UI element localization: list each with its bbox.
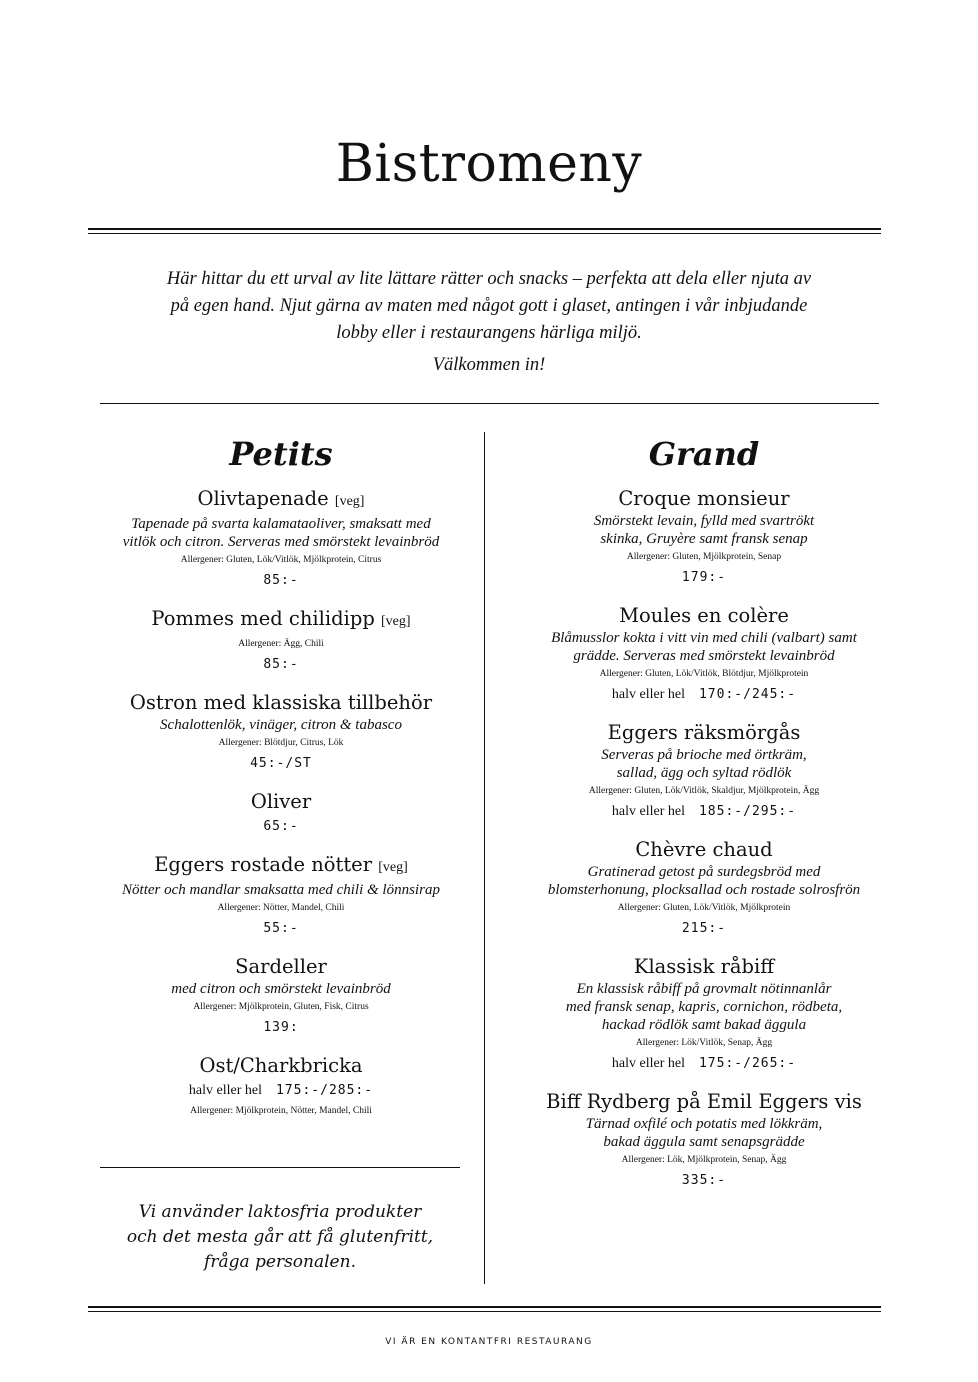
menu-item-price-row bbox=[100, 815, 462, 838]
menu-item-price: 335:- bbox=[681, 1173, 727, 1188]
price-label: halv eller hel bbox=[611, 687, 685, 702]
menu-item-description: med citron och smörstekt levainbröd bbox=[171, 981, 391, 997]
veg-tag: [veg] bbox=[334, 494, 365, 509]
menu-item-price-row bbox=[100, 917, 462, 940]
menu-item-price-row bbox=[100, 569, 462, 592]
menu-item-description: Serveras på brioche med örtkräm, sallad, ägg och syltad rödlök bbox=[601, 747, 807, 781]
footnote-divider bbox=[100, 1167, 460, 1168]
menu-item-allergens: Allergener: Lök, Mjölkprotein, Senap, Ägg bbox=[621, 1155, 787, 1165]
menu-item-name bbox=[100, 606, 462, 635]
menu-item-price: 215:- bbox=[681, 921, 727, 936]
menu-item bbox=[100, 690, 462, 775]
menu-item-price-row bbox=[100, 752, 462, 775]
menu-item-description: Tärnad oxfilé och potatis med lökkräm, bakad äggula samt senapsgrädde bbox=[585, 1116, 823, 1150]
menu-item bbox=[100, 852, 462, 940]
menu-item bbox=[100, 789, 462, 838]
menu-item-price-row bbox=[514, 683, 894, 706]
menu-item-price: 179:- bbox=[681, 570, 727, 585]
menu-item bbox=[514, 837, 894, 940]
menu-item-price-row bbox=[100, 1079, 462, 1102]
menu-item bbox=[514, 1089, 894, 1192]
menu-item-price: 85:- bbox=[263, 573, 299, 588]
menu-item-price-row bbox=[514, 800, 894, 823]
menu-item-title: Klassisk råbiff bbox=[633, 955, 775, 978]
menu-item-title: Biff Rydberg på Emil Eggers vis bbox=[546, 1090, 862, 1113]
menu-item-description: Blåmusslor kokta i vitt vin med chili (valbart) samt grädde. Serveras med smörstekt levainbröd bbox=[551, 630, 857, 664]
menu-item-title: Eggers rostade nötter bbox=[154, 853, 373, 876]
menu-item-title: Eggers räksmörgås bbox=[607, 721, 801, 744]
price-label: halv eller hel bbox=[611, 1056, 685, 1071]
menu-item-name bbox=[514, 720, 894, 746]
menu-item-allergens: Allergener: Gluten, Lök/Vitlök, Blötdjur, Mjölkprotein bbox=[599, 669, 809, 679]
menu-item-title: Sardeller bbox=[235, 955, 327, 978]
menu-item-allergens: Allergener: Nötter, Mandel, Chili bbox=[217, 903, 345, 913]
footnote-text: Vi använder laktosfria produkter och det mesta går att få glutenfritt, fråga personalen. bbox=[126, 1202, 434, 1272]
menu-item-allergens: Allergener: Mjölkprotein, Gluten, Fisk, Citrus bbox=[193, 1002, 369, 1012]
menu-item-description: Smörstekt levain, fylld med svartrökt skinka, Gruyère samt fransk senap bbox=[593, 513, 815, 547]
footer-text: VI ÄR EN KONTANTFRI RESTAURANG bbox=[385, 1337, 593, 1347]
menu-item-allergens: Allergener: Lök/Vitlök, Senap, Ägg bbox=[635, 1038, 773, 1048]
menu-item-price: 185:-/295:- bbox=[698, 804, 797, 819]
menu-item-name bbox=[100, 954, 462, 980]
menu-item bbox=[514, 954, 894, 1075]
menu-item-allergens: Allergener: Gluten, Mjölkprotein, Senap bbox=[626, 552, 782, 562]
menu-item-title: Chèvre chaud bbox=[635, 838, 773, 861]
menu-item-name bbox=[100, 852, 462, 881]
menu-item-price-row bbox=[514, 1052, 894, 1075]
menu-item-price-row bbox=[514, 566, 894, 589]
menu-item-description: Schalottenlök, vinäger, citron & tabasco bbox=[160, 717, 402, 733]
menu-item-price: 85:- bbox=[263, 657, 299, 672]
veg-tag: [veg] bbox=[381, 614, 411, 629]
menu-item-title: Moules en colère bbox=[619, 604, 789, 627]
menu-item-description: En klassisk råbiff på grovmalt nötinnanlår med fransk senap, kapris, cornichon, rödbeta, hackad rödlök samt bakad äggula bbox=[565, 981, 843, 1033]
menu-item-price: 139: bbox=[263, 1020, 299, 1035]
menu-item-title: Croque monsieur bbox=[618, 487, 790, 510]
bottom-divider bbox=[88, 1306, 881, 1312]
menu-item-allergens: Allergener: Ägg, Chili bbox=[238, 639, 324, 649]
menu-item-title: Olivtapenade bbox=[197, 487, 329, 510]
grand-heading: Grand bbox=[648, 435, 760, 473]
menu-item-price: 170:-/245:- bbox=[698, 687, 797, 702]
menu-item-price: 55:- bbox=[263, 921, 299, 936]
page-title: Bistromeny bbox=[335, 134, 643, 194]
menu-item bbox=[514, 486, 894, 589]
section-divider bbox=[100, 403, 879, 404]
menu-item-name bbox=[100, 486, 462, 515]
menu-item-price-row bbox=[514, 1169, 894, 1192]
grand-list bbox=[514, 486, 894, 1192]
petits-list bbox=[100, 486, 462, 1120]
menu-item bbox=[100, 606, 462, 676]
menu-item-price: 175:-/265:- bbox=[698, 1056, 797, 1071]
menu-item-description: Gratinerad getost på surdegsbröd med blomsterhonung, plocksallad och rostade solrosfrön bbox=[547, 864, 861, 898]
menu-item-name bbox=[514, 1089, 894, 1115]
menu-item bbox=[514, 603, 894, 706]
menu-item bbox=[100, 954, 462, 1039]
top-divider bbox=[88, 228, 881, 234]
menu-item-description: Nötter och mandlar smaksatta med chili & lönnsirap bbox=[122, 882, 440, 898]
menu-item-title: Ostron med klassiska tillbehör bbox=[129, 691, 433, 714]
menu-item-price: 45:-/ST bbox=[250, 756, 312, 771]
menu-item-title: Oliver bbox=[250, 790, 312, 813]
menu-item-title: Ost/Charkbricka bbox=[199, 1054, 363, 1077]
menu-item-price: 175:-/285:- bbox=[275, 1083, 374, 1098]
menu-item bbox=[100, 1053, 462, 1120]
intro-text: Här hittar du ett urval av lite lättare rätter och snacks – perfekta att dela eller njuta av på egen hand. Njut gärna av maten med något gott i glaset, antingen i vår inbjudande lobby eller i restaurangens härliga miljö. bbox=[166, 269, 812, 343]
welcome-text: Välkommen in! bbox=[432, 355, 546, 375]
menu-item-price: 65:- bbox=[263, 819, 299, 834]
menu-item bbox=[100, 486, 462, 592]
column-divider bbox=[484, 432, 485, 1284]
menu-item-name bbox=[514, 486, 894, 512]
menu-item-allergens: Allergener: Blötdjur, Citrus, Lök bbox=[218, 738, 344, 748]
menu-item bbox=[514, 720, 894, 823]
menu-item-price-row bbox=[100, 653, 462, 676]
price-label: halv eller hel bbox=[611, 804, 685, 819]
veg-tag: [veg] bbox=[378, 860, 408, 875]
petits-column bbox=[100, 432, 462, 1134]
menu-item-name bbox=[100, 789, 462, 815]
menu-item-allergens: Allergener: Gluten, Lök/Vitlök, Mjölkprotein, Citrus bbox=[180, 555, 382, 565]
menu-item-price-row bbox=[514, 917, 894, 940]
menu-item-allergens: Allergener: Gluten, Lök/Vitlök, Skaldjur, Mjölkprotein, Ägg bbox=[588, 786, 820, 796]
menu-item-allergens: Allergener: Gluten, Lök/Vitlök, Mjölkprotein bbox=[617, 903, 791, 913]
petits-heading: Petits bbox=[229, 435, 333, 473]
menu-item-allergens: Allergener: Mjölkprotein, Nötter, Mandel, Chili bbox=[190, 1106, 372, 1116]
grand-column bbox=[514, 432, 894, 1206]
menu-item-description: Tapenade på svarta kalamataoliver, smaksatt med vitlök och citron. Serveras med smörstekt levainbröd bbox=[122, 516, 440, 550]
menu-item-name bbox=[514, 603, 894, 629]
menu-item-name bbox=[514, 837, 894, 863]
menu-item-title: Pommes med chilidipp bbox=[151, 607, 375, 630]
menu-item-name bbox=[514, 954, 894, 980]
menu-item-price-row bbox=[100, 1016, 462, 1039]
price-label: halv eller hel bbox=[188, 1083, 262, 1098]
menu-item-name bbox=[100, 690, 462, 716]
menu-item-name bbox=[100, 1053, 462, 1079]
